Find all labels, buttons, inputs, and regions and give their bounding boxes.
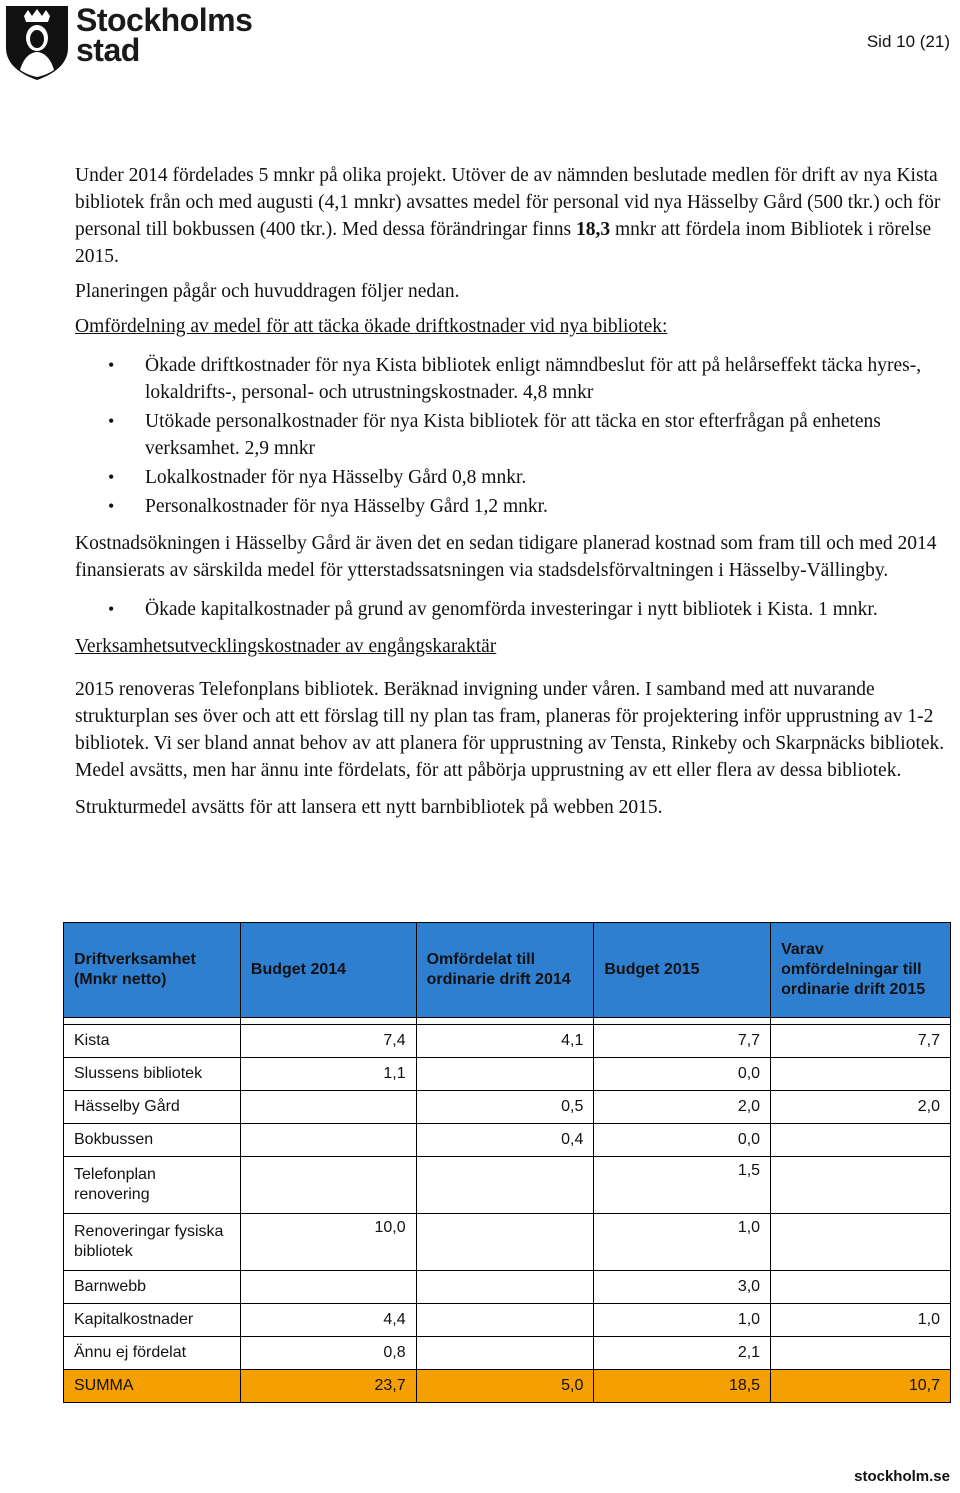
paragraph-hasselby: Kostnadsökningen i Hässelby Gård är även det en sedan tidigare planerad kostnad som fram till och med 2014 finansierats av särskilda medel för ytterstadssatsningen via stadsdelsförvaltningen i Hässelby-Vällingby. — [75, 533, 937, 581]
list-item: • Personalkostnader för nya Hässelby Gård 1,2 mnkr. — [75, 493, 955, 520]
paragraph-intro: Under 2014 fördelades 5 mnkr på olika projekt. Utöver de av nämnden beslutade medlen för drift av nya Kista bibliotek från och med augusti (4,1 mnkr) avsattes medel för personal vid nya Hässelby Gård (500 tkr.) och för personal till bokbussen (400 tkr.). Med dessa förändringar finns 18,3 mnkr att fördela inom Bibliotek i rörelse 2015. — [75, 165, 941, 267]
table-row: Renoveringar fysiska bibliotek 10,0 1,0 — [64, 1214, 951, 1271]
paragraph-planning: Planeringen pågår och huvuddragen följer nedan. — [75, 281, 460, 302]
column-header: Varav omfördelningar till ordinarie drift 2015 — [771, 923, 951, 1018]
list-item: • Lokalkostnader för nya Hässelby Gård 0,8 mnkr. — [75, 464, 955, 491]
table-row: Slussens bibliotek 1,1 0,0 — [64, 1058, 951, 1091]
heading-redistribution: Omfördelning av medel för att täcka ökade driftkostnader vid nya bibliotek: — [75, 316, 668, 337]
document-body — [75, 162, 955, 829]
table-row: Bokbussen 0,4 0,0 — [64, 1124, 951, 1157]
column-header: Budget 2015 — [594, 923, 771, 1018]
list-item: • Ökade kapitalkostnader på grund av genomförda investeringar i nytt bibliotek i Kista. 1 mnkr. — [75, 596, 955, 623]
table-row: Kista 7,4 4,1 7,7 7,7 — [64, 1025, 951, 1058]
city-crest-icon — [2, 2, 72, 82]
column-header: Driftverksamhet (Mnkr netto) — [64, 923, 241, 1018]
bullet-list-costs — [75, 352, 955, 520]
logo-wordmark-line2: stad — [76, 32, 140, 68]
table-header-row — [64, 923, 951, 1018]
heading-development-costs: Verksamhetsutvecklingskostnader av engångskaraktär — [75, 636, 497, 657]
bullet-list-capital — [75, 596, 955, 623]
table-row: Telefonplan renovering 1,5 — [64, 1157, 951, 1214]
page-number: Sid 10 (21) — [866, 32, 950, 51]
footer-site: stockholm.se — [854, 1468, 950, 1485]
paragraph-renovation: 2015 renoveras Telefonplans bibliotek. Beräknad invigning under våren. I samband med att nuvarande strukturplan ses över och att ett förslag till ny plan tas fram, planeras för projektering inför upprustning av 1-2 bibliotek. Vi ser bland annat behov av att planera för upprustning av Tensta, Rinkeby och Skarpnäcks bibliotek. Medel avsätts, men har ännu inte fördelats, för att påbörja upprustning av ett eller flera av dessa bibliotek. — [75, 679, 945, 781]
column-header: Budget 2014 — [240, 923, 416, 1018]
table-row: Kapitalkostnader 4,4 1,0 1,0 — [64, 1304, 951, 1337]
paragraph-structure-funds: Strukturmedel avsätts för att lansera ett nytt barnbibliotek på webben 2015. — [75, 797, 663, 818]
table-spacer-row — [64, 1018, 951, 1025]
table-row: Barnwebb 3,0 — [64, 1271, 951, 1304]
table-sum-row: SUMMA 23,7 5,0 18,5 10,7 — [64, 1370, 951, 1403]
budget-table — [63, 922, 951, 1403]
logo-wordmark-line1: Stockholms — [76, 2, 253, 38]
column-header: Omfördelat till ordinarie drift 2014 — [416, 923, 594, 1018]
stockholms-stad-logo — [0, 0, 260, 80]
table-row: Hässelby Gård 0,5 2,0 2,0 — [64, 1091, 951, 1124]
amount-bold: 18,3 — [575, 219, 611, 240]
list-item: • Utökade personalkostnader för nya Kista bibliotek för att täcka en stor efterfrågan på enhetens verksamhet. 2,9 mnkr — [75, 408, 955, 462]
list-item: • Ökade driftkostnader för nya Kista bibliotek enligt nämndbeslut för att på helårseffekt täcka hyres-, lokaldrifts-, personal- och utrustningskostnader. 4,8 mnkr — [75, 352, 955, 406]
table-row: Ännu ej fördelat 0,8 2,1 — [64, 1337, 951, 1370]
